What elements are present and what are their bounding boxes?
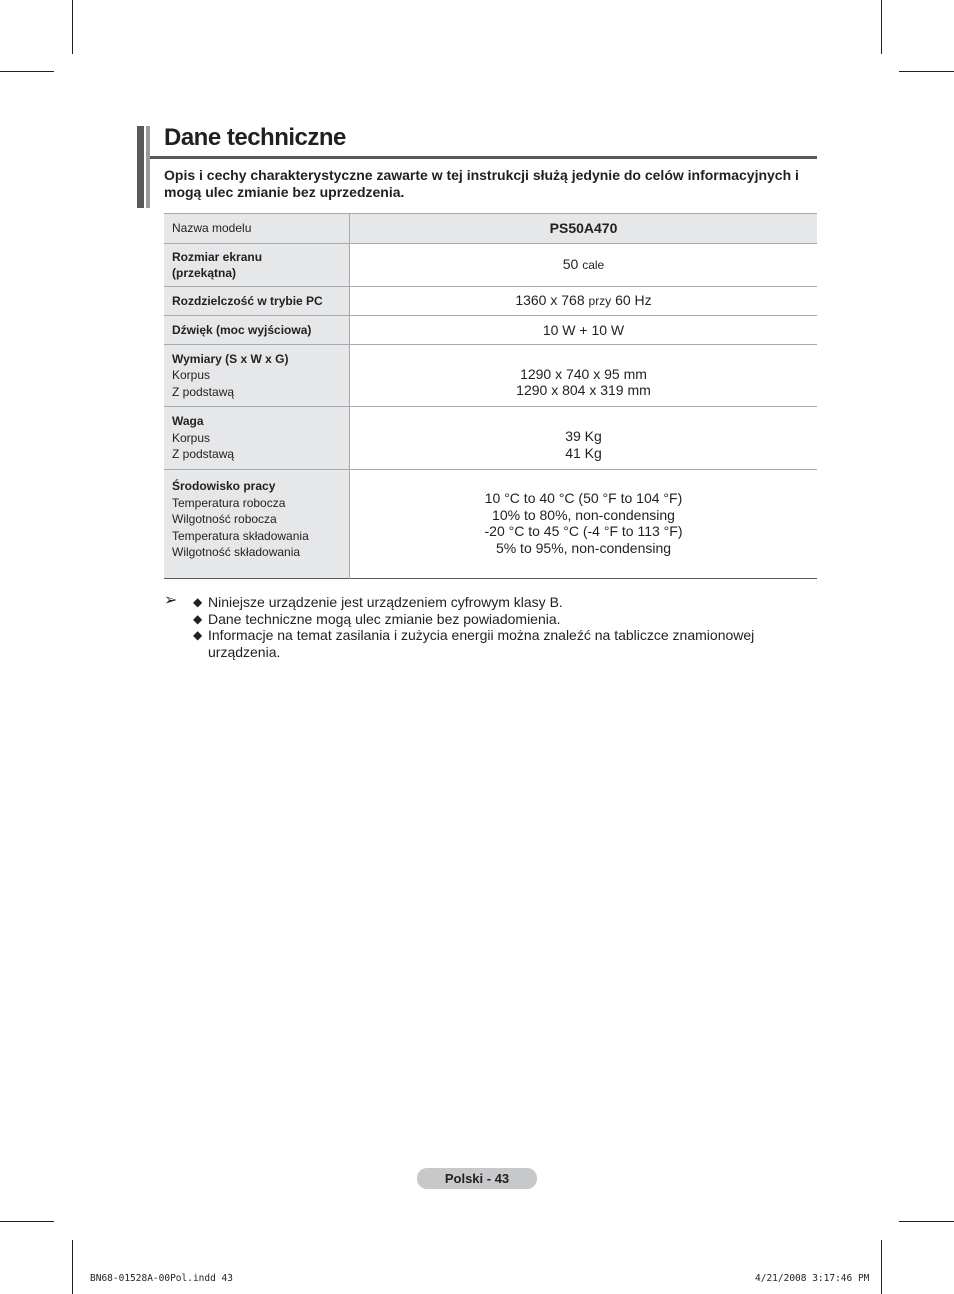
weight-stand-label: Z podstawą [172, 447, 235, 462]
list-item [193, 627, 793, 660]
spec-value [350, 316, 818, 345]
spec-label [164, 407, 350, 470]
model-label: Nazwa modelu [172, 221, 252, 236]
title-divider [150, 156, 817, 159]
screen-size-value: 50 [562, 256, 579, 273]
resolution-frequency: 60 Hz [615, 292, 652, 309]
table-row [164, 244, 817, 287]
page-number-badge: Polski - 43 [417, 1168, 537, 1189]
note-arrow-icon: ➢ [164, 592, 178, 609]
env-storage-humidity-value: 5% to 95%, non-condensing [495, 539, 672, 556]
sound-label: Dźwięk (moc wyjściowa) [172, 322, 312, 337]
list-item [193, 594, 793, 611]
spec-value [350, 345, 818, 407]
header-accent-bar [146, 126, 150, 208]
model-value: PS50A470 [549, 220, 618, 237]
table-row [164, 214, 817, 244]
list-item [193, 611, 793, 628]
intro-text: Opis i cechy charakterystyczne zawarte w tej instrukcji służą jedynie do celów informacyjnych i mogą ulec zmianie bez uprzedzenia. [164, 167, 799, 200]
spec-label [164, 316, 350, 345]
notes-list [193, 594, 793, 660]
resolution-przy: przy [588, 294, 612, 309]
footer-file-info: BN68-01528A-00Pol.indd 43 [90, 1273, 233, 1284]
spec-table [164, 213, 817, 579]
diamond-bullet-icon: ◆ [193, 628, 203, 642]
crop-mark [899, 1221, 954, 1222]
table-row [164, 470, 817, 579]
note-text: Dane techniczne mogą ulec zmianie bez powiadomienia. [208, 610, 561, 627]
spec-value [350, 407, 818, 470]
header-accent-bar [137, 126, 144, 208]
env-op-humidity-label: Wilgotność robocza [172, 512, 277, 526]
table-row [164, 287, 817, 316]
weight-body-label: Korpus [172, 430, 211, 445]
note-text: Informacje na temat zasilania i zużycia energii można znaleźć na tabliczce znamionowej urządzenia. [208, 627, 755, 660]
resolution-label: Rozdzielczość w trybie PC [172, 293, 323, 308]
table-row [164, 407, 817, 470]
crop-mark [881, 1240, 882, 1294]
table-row [164, 316, 817, 345]
environment-label: Środowisko pracy [172, 479, 276, 493]
env-storage-temp-label: Temperatura składowania [172, 528, 309, 543]
crop-mark [0, 71, 54, 72]
note-text: Niniejsze urządzenie jest urządzeniem cyfrowym klasy B. [208, 594, 563, 610]
page-title: Dane techniczne [164, 124, 346, 151]
crop-mark [72, 0, 73, 54]
sound-value: 10 W + 10 W [542, 321, 625, 338]
diamond-bullet-icon: ◆ [193, 595, 203, 609]
crop-mark [881, 0, 882, 54]
resolution-value: 1360 x 768 [515, 292, 585, 309]
dimensions-body-value: 1290 x 740 x 95 mm [520, 365, 647, 382]
env-op-temp-value: 10 °C to 40 °C (50 °F to 104 °F) [484, 490, 683, 506]
screen-size-label: Rozmiar ekranu [172, 249, 263, 264]
screen-size-label-sub: (przekątna) [172, 266, 237, 280]
dimensions-body-label: Korpus [172, 368, 211, 383]
table-row [164, 345, 817, 407]
diamond-bullet-icon: ◆ [193, 611, 203, 626]
weight-stand-value: 41 Kg [565, 444, 602, 461]
crop-mark [899, 71, 954, 72]
crop-mark [0, 1221, 54, 1222]
spec-value [350, 470, 818, 579]
env-storage-temp-value: -20 °C to 45 °C (-4 °F to 113 °F) [484, 523, 683, 539]
spec-label [164, 470, 350, 579]
screen-size-unit: cale [582, 258, 605, 273]
dimensions-stand-label: Z podstawą [172, 384, 235, 399]
spec-value [350, 214, 818, 244]
spec-value [350, 244, 818, 287]
spec-value [350, 287, 818, 316]
weight-body-value: 39 Kg [565, 428, 602, 444]
spec-label [164, 287, 350, 316]
spec-label [164, 244, 350, 287]
env-op-temp-label: Temperatura robocza [172, 495, 286, 510]
env-op-humidity-value: 10% to 80%, non-condensing [492, 506, 675, 523]
spec-label [164, 345, 350, 407]
crop-mark [72, 1240, 73, 1294]
weight-label: Waga [172, 414, 204, 429]
footer-timestamp: 4/21/2008 3:17:46 PM [755, 1273, 870, 1284]
env-storage-humidity-label: Wilgotność składowania [172, 545, 301, 559]
dimensions-stand-value: 1290 x 804 x 319 mm [516, 382, 651, 398]
spec-label [164, 214, 350, 244]
dimensions-label: Wymiary (S x W x G) [172, 351, 289, 366]
